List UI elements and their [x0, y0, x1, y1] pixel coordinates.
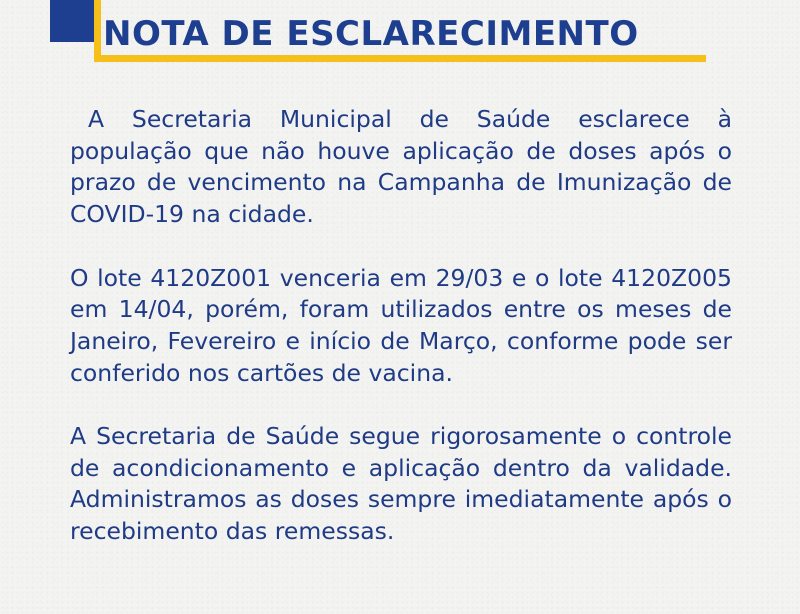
notice-body — [70, 104, 732, 548]
blue-accent-block — [50, 0, 94, 42]
yellow-accent-vertical-bar — [94, 0, 101, 62]
paragraph-lot-dates: O lote 4120Z001 venceria em 29/03 e o lote 4120Z005 em 14/04, porém, foram utilizados entre os meses de Janeiro, Fevereiro e início de Março, conforme pode ser conferido nos cartões de vacina. — [70, 263, 732, 387]
yellow-title-underline — [94, 55, 706, 62]
paragraph-clarification: A Secretaria Municipal de Saúde esclarece à população que não houve aplicação de doses após o prazo de vencimento na Campanha de Imunização de COVID-19 na cidade. — [70, 105, 732, 229]
page-title: NOTA DE ESCLARECIMENTO — [103, 14, 639, 54]
paragraph-storage-control: A Secretaria de Saúde segue rigorosamente o controle de acondicionamento e aplicação dentro da validade. Administramos as doses sempre imediatamente após o recebimento das remessas. — [70, 422, 732, 546]
